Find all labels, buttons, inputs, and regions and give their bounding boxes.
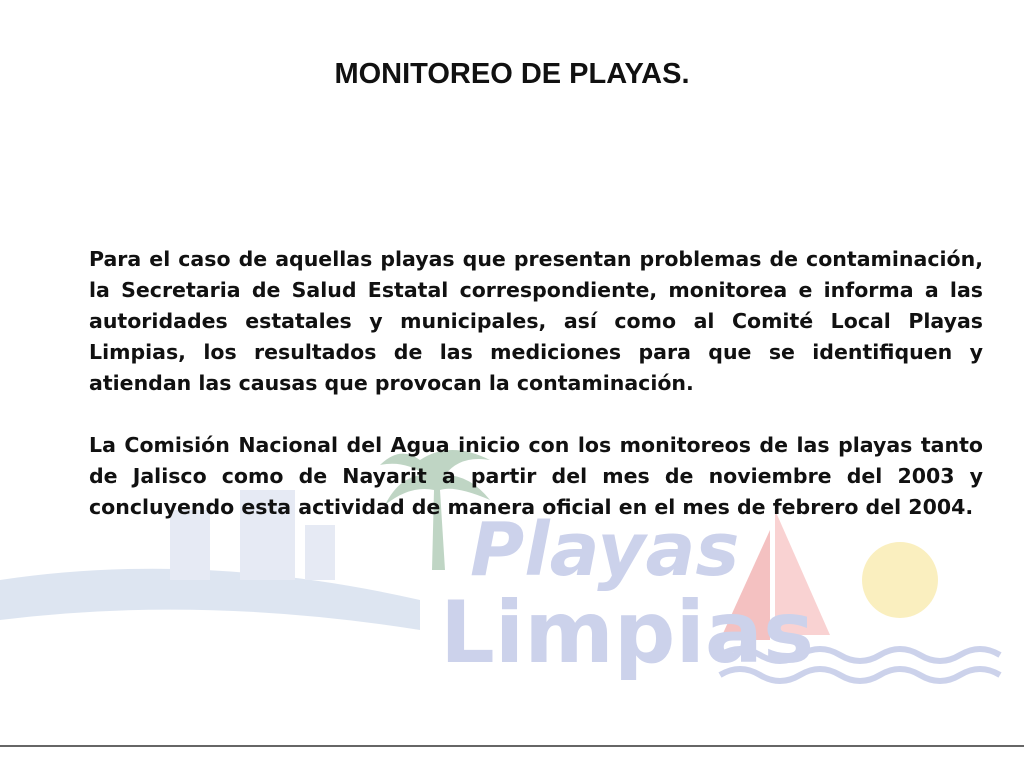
paragraph: Para el caso de aquellas playas que presentan problemas de contaminación, la Secretaria de Salud Estatal correspondiente, monitorea e informa a las autoridades estatales y municipales, así como al Comité Local Playas Limpias, los resultados de las mediciones para que se identifiquen y atiendan las causas que provocan la contaminación. <box>89 247 983 395</box>
bottom-divider <box>0 745 1024 747</box>
sun-icon <box>862 542 938 618</box>
slide-body <box>89 244 983 523</box>
watermark-word-bottom: Limpias <box>440 583 815 683</box>
paragraph: La Comisión Nacional del Agua inicio con los monitoreos de las playas tanto de Jalisco como de Nayarit a partir del mes de noviembre del 2003 y concluyendo esta actividad de manera oficial en el mes de febrero del 2004. <box>89 433 983 519</box>
slide-title: MONITOREO DE PLAYAS. <box>334 58 690 90</box>
building-shape <box>305 525 335 580</box>
watermark-word-top: Playas <box>470 507 740 593</box>
